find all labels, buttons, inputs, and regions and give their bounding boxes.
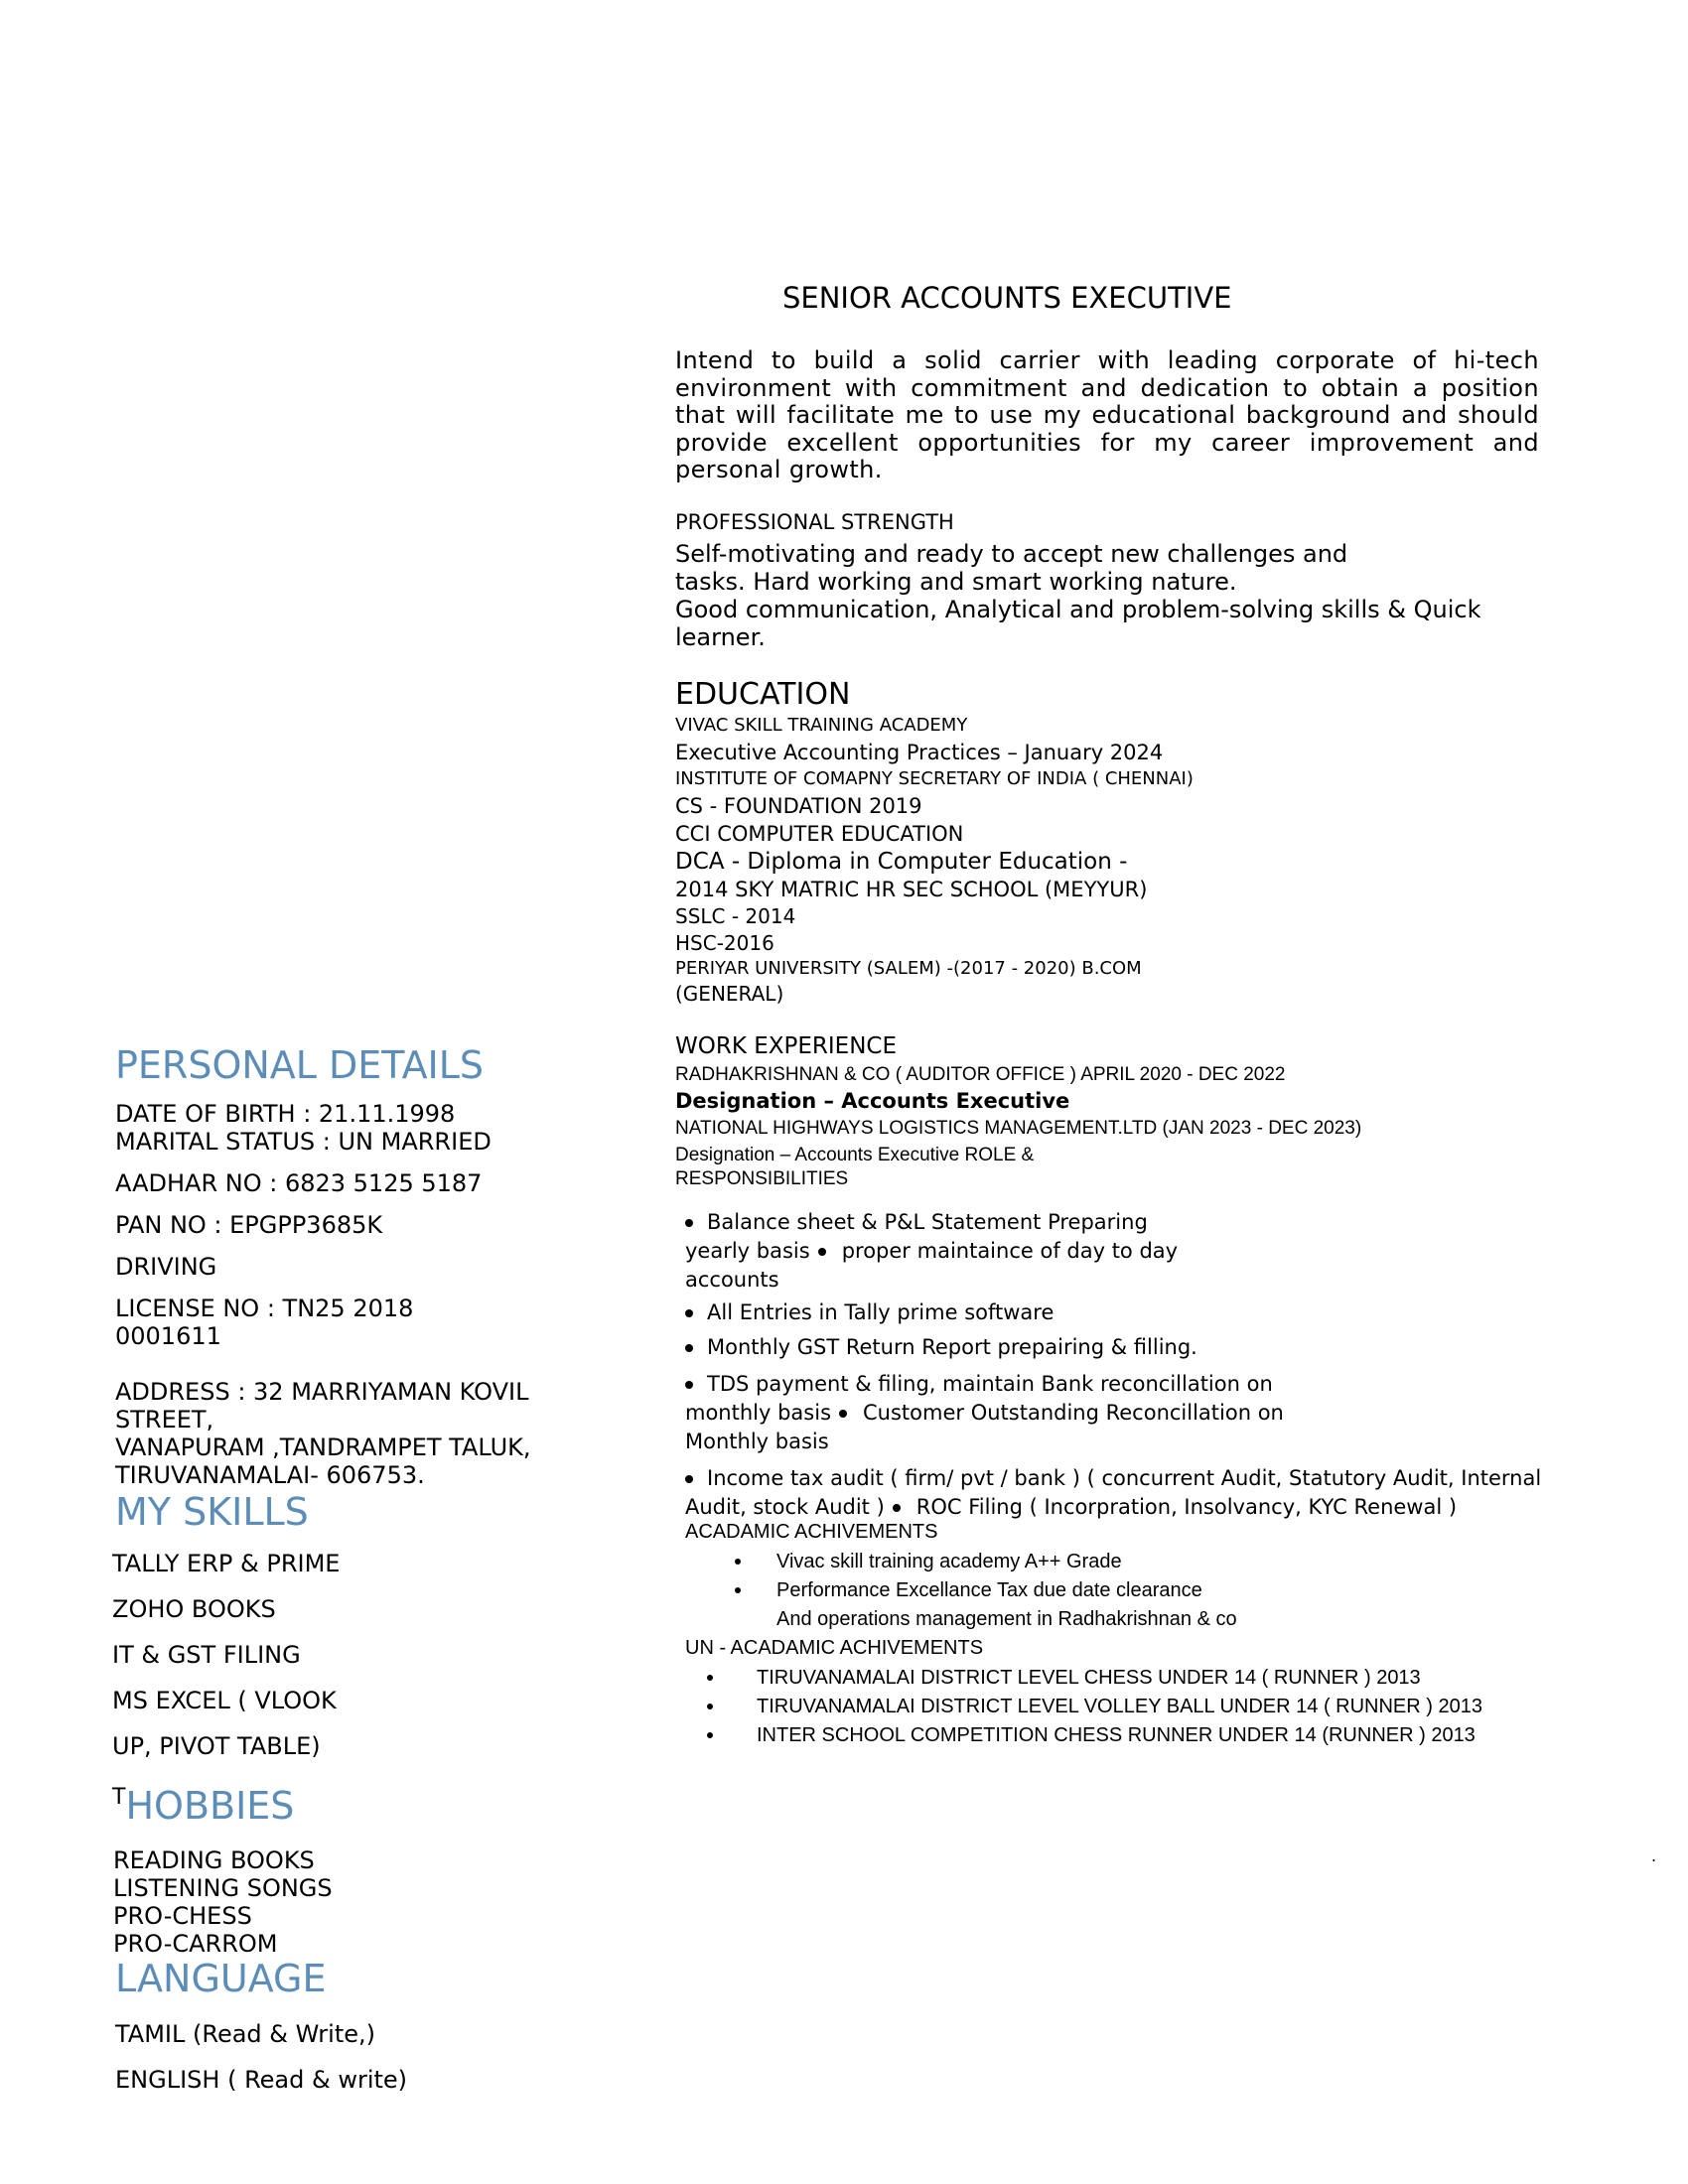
list-item-text: accounts — [685, 1268, 779, 1292]
bullet-icon — [685, 1475, 693, 1483]
academic-achievements-heading: ACADAMIC ACHIVEMENTS — [685, 1521, 938, 1543]
aadhar-number: AADHAR NO : 6823 5125 5187 — [115, 1169, 483, 1197]
education-line: DCA - Diploma in Computer Education - — [675, 849, 1128, 875]
list-item — [707, 1664, 1482, 1693]
objective-paragraph: Intend to build a solid carrier with leading corporate of hi-tech environment with commitment and dedication to obtain a position that will facilitate me to use my educational background and should provide excellent opportunities for my career improvement and personal growth. — [675, 346, 1539, 483]
work-experience-heading: WORK EXPERIENCE — [675, 1033, 898, 1059]
strength-line: tasks. Hard working and smart working nature. — [675, 568, 1237, 596]
list-item — [685, 1208, 1541, 1237]
bullet-icon — [685, 1381, 693, 1389]
bullet-icon — [685, 1309, 693, 1317]
strength-line: Self-motivating and ready to accept new challenges and — [675, 540, 1348, 568]
list-item-text: Balance sheet & P&L Statement Preparing — [707, 1210, 1148, 1234]
academic-achievements-list — [735, 1548, 1237, 1634]
bullet-icon — [685, 1344, 693, 1352]
education-line: SSLC - 2014 — [675, 904, 796, 928]
skill-item: MS EXCEL ( VLOOK — [112, 1687, 337, 1714]
hobby-item: READING BOOKS — [113, 1846, 315, 1874]
skill-item: ZOHO BOOKS — [112, 1595, 276, 1623]
list-item — [707, 1721, 1482, 1750]
list-item-text: ROC Filing ( Incorpration, Insolvancy, KYC Renewal ) — [915, 1495, 1458, 1519]
personal-details-heading: PERSONAL DETAILS — [115, 1043, 485, 1087]
skill-item: UP, PIVOT TABLE) — [112, 1732, 321, 1760]
education-line: VIVAC SKILL TRAINING ACADEMY — [675, 715, 968, 736]
education-line: (GENERAL) — [675, 982, 784, 1006]
page-title: SENIOR ACCOUNTS EXECUTIVE — [782, 281, 1232, 315]
list-item-text: Income tax audit ( firm/ pvt / bank ) ( concurrent Audit, Statutory Audit, Internal — [707, 1466, 1542, 1490]
bullet-icon — [839, 1410, 847, 1418]
non-academic-achievements-heading: UN - ACADAMIC ACHIVEMENTS — [685, 1637, 984, 1659]
list-item — [685, 1493, 1541, 1522]
list-item — [735, 1548, 1237, 1576]
language-item: TAMIL (Read & Write,) — [115, 2020, 375, 2048]
list-item — [685, 1464, 1541, 1493]
stray-mark: . — [1651, 1846, 1657, 1865]
personal-details — [115, 1100, 531, 1489]
bullet-icon — [707, 1704, 713, 1709]
list-item — [685, 1298, 1541, 1327]
hobby-item: PRO-CARROM — [113, 1930, 278, 1958]
skill-item: IT & GST FILING — [112, 1641, 301, 1669]
non-academic-achievements-list — [707, 1664, 1482, 1750]
company-line: RADHAKRISHNAN & CO ( AUDITOR OFFICE ) APRIL 2020 - DEC 2022 — [675, 1064, 1286, 1085]
bullet-icon — [735, 1587, 741, 1593]
list-item-text: Monthly basis — [685, 1430, 829, 1453]
pan-number: PAN NO : EPGPP3685K — [115, 1211, 383, 1239]
list-item-text: Audit, stock Audit ) — [685, 1495, 885, 1519]
designation-line: RESPONSIBILITIES — [675, 1168, 849, 1189]
professional-strength-text — [675, 540, 1480, 651]
list-item-text: TDS payment & filing, maintain Bank reconcillation on — [707, 1372, 1273, 1396]
education-heading: EDUCATION — [675, 677, 851, 712]
designation-line: Designation – Accounts Executive ROLE & — [675, 1145, 1035, 1165]
education-line: 2014 SKY MATRIC HR SEC SCHOOL (MEYYUR) — [675, 878, 1148, 901]
hobbies-heading: HOBBIES — [125, 1784, 295, 1828]
strength-line: Good communication, Analytical and problem-solving skills & Quick — [675, 596, 1481, 623]
education-list — [675, 713, 1194, 1007]
strength-line: learner. — [675, 623, 766, 651]
list-item-text: TIRUVANAMALAI DISTRICT LEVEL CHESS UNDER 14 ( RUNNER ) 2013 — [757, 1667, 1421, 1689]
license-number-cont: 0001611 — [115, 1322, 221, 1350]
list-item — [707, 1693, 1482, 1721]
responsibilities-list — [685, 1208, 1541, 1522]
address-line: STREET, — [115, 1406, 214, 1433]
hobby-item: PRO-CHESS — [113, 1902, 252, 1930]
education-line: PERIYAR UNIVERSITY (SALEM) -(2017 - 2020) B.COM — [675, 958, 1142, 979]
list-item-text: Performance Excellance Tax due date clearance — [776, 1579, 1202, 1601]
list-item-text: Vivac skill training academy A++ Grade — [776, 1551, 1122, 1572]
address-line: ADDRESS : 32 MARRIYAMAN KOVIL — [115, 1378, 529, 1406]
driving-label: DRIVING — [115, 1253, 217, 1281]
bullet-icon — [818, 1248, 826, 1256]
skills-heading: MY SKILLS — [115, 1490, 309, 1534]
marital-status: MARITAL STATUS : UN MARRIED — [115, 1128, 492, 1156]
bullet-icon — [707, 1732, 713, 1738]
skills-list — [112, 1541, 340, 1769]
language-list — [115, 2011, 407, 2103]
license-number: LICENSE NO : TN25 2018 — [115, 1295, 414, 1322]
list-item-text: Monthly GST Return Report prepairing & filling. — [707, 1335, 1197, 1359]
education-line: CS - FOUNDATION 2019 — [675, 794, 922, 818]
list-item-text: TIRUVANAMALAI DISTRICT LEVEL VOLLEY BALL UNDER 14 ( RUNNER ) 2013 — [757, 1696, 1482, 1717]
hobby-item: LISTENING SONGS — [113, 1874, 333, 1902]
designation-line: Designation – Accounts Executive — [675, 1089, 1070, 1113]
list-item-text: yearly basis — [685, 1239, 810, 1263]
company-line: NATIONAL HIGHWAYS LOGISTICS MANAGEMENT.LTD (JAN 2023 - DEC 2023) — [675, 1118, 1362, 1139]
education-line: HSC-2016 — [675, 931, 774, 955]
list-item-text: All Entries in Tally prime software — [707, 1300, 1055, 1324]
address-line: VANAPURAM ,TANDRAMPET TALUK, — [115, 1433, 531, 1461]
list-item — [685, 1370, 1541, 1399]
list-item-text: Customer Outstanding Reconcillation on — [863, 1401, 1284, 1425]
hobbies-list — [113, 1846, 333, 1958]
list-item — [685, 1237, 1541, 1266]
language-heading: LANGUAGE — [115, 1957, 327, 2000]
education-line: INSTITUTE OF COMAPNY SECRETARY OF INDIA ( CHENNAI) — [675, 768, 1194, 789]
work-experience-details — [675, 1062, 1361, 1191]
list-item — [685, 1333, 1541, 1362]
hobbies-heading-row — [112, 1783, 294, 1829]
bullet-icon — [735, 1559, 741, 1565]
hobbies-prefix: T — [112, 1785, 126, 1810]
list-item — [735, 1576, 1237, 1605]
language-item: ENGLISH ( Read & write) — [115, 2066, 408, 2094]
professional-strength-heading: PROFESSIONAL STRENGTH — [675, 510, 954, 534]
education-line: CCI COMPUTER EDUCATION — [675, 822, 964, 846]
list-item-text: proper maintaince of day to day — [841, 1239, 1179, 1263]
list-item-text: INTER SCHOOL COMPETITION CHESS RUNNER UNDER 14 (RUNNER ) 2013 — [757, 1724, 1476, 1746]
bullet-icon — [893, 1504, 901, 1512]
list-item-text: And operations management in Radhakrishnan & co — [776, 1608, 1237, 1630]
address-line: TIRUVANAMALAI- 606753. — [115, 1461, 425, 1489]
date-of-birth: DATE OF BIRTH : 21.11.1998 — [115, 1100, 456, 1128]
skill-item: TALLY ERP & PRIME — [112, 1550, 341, 1577]
bullet-icon — [707, 1675, 713, 1681]
list-item — [685, 1399, 1541, 1428]
list-item-text: monthly basis — [685, 1401, 832, 1425]
education-line: Executive Accounting Practices – January 2024 — [675, 741, 1164, 764]
bullet-icon — [685, 1219, 693, 1227]
